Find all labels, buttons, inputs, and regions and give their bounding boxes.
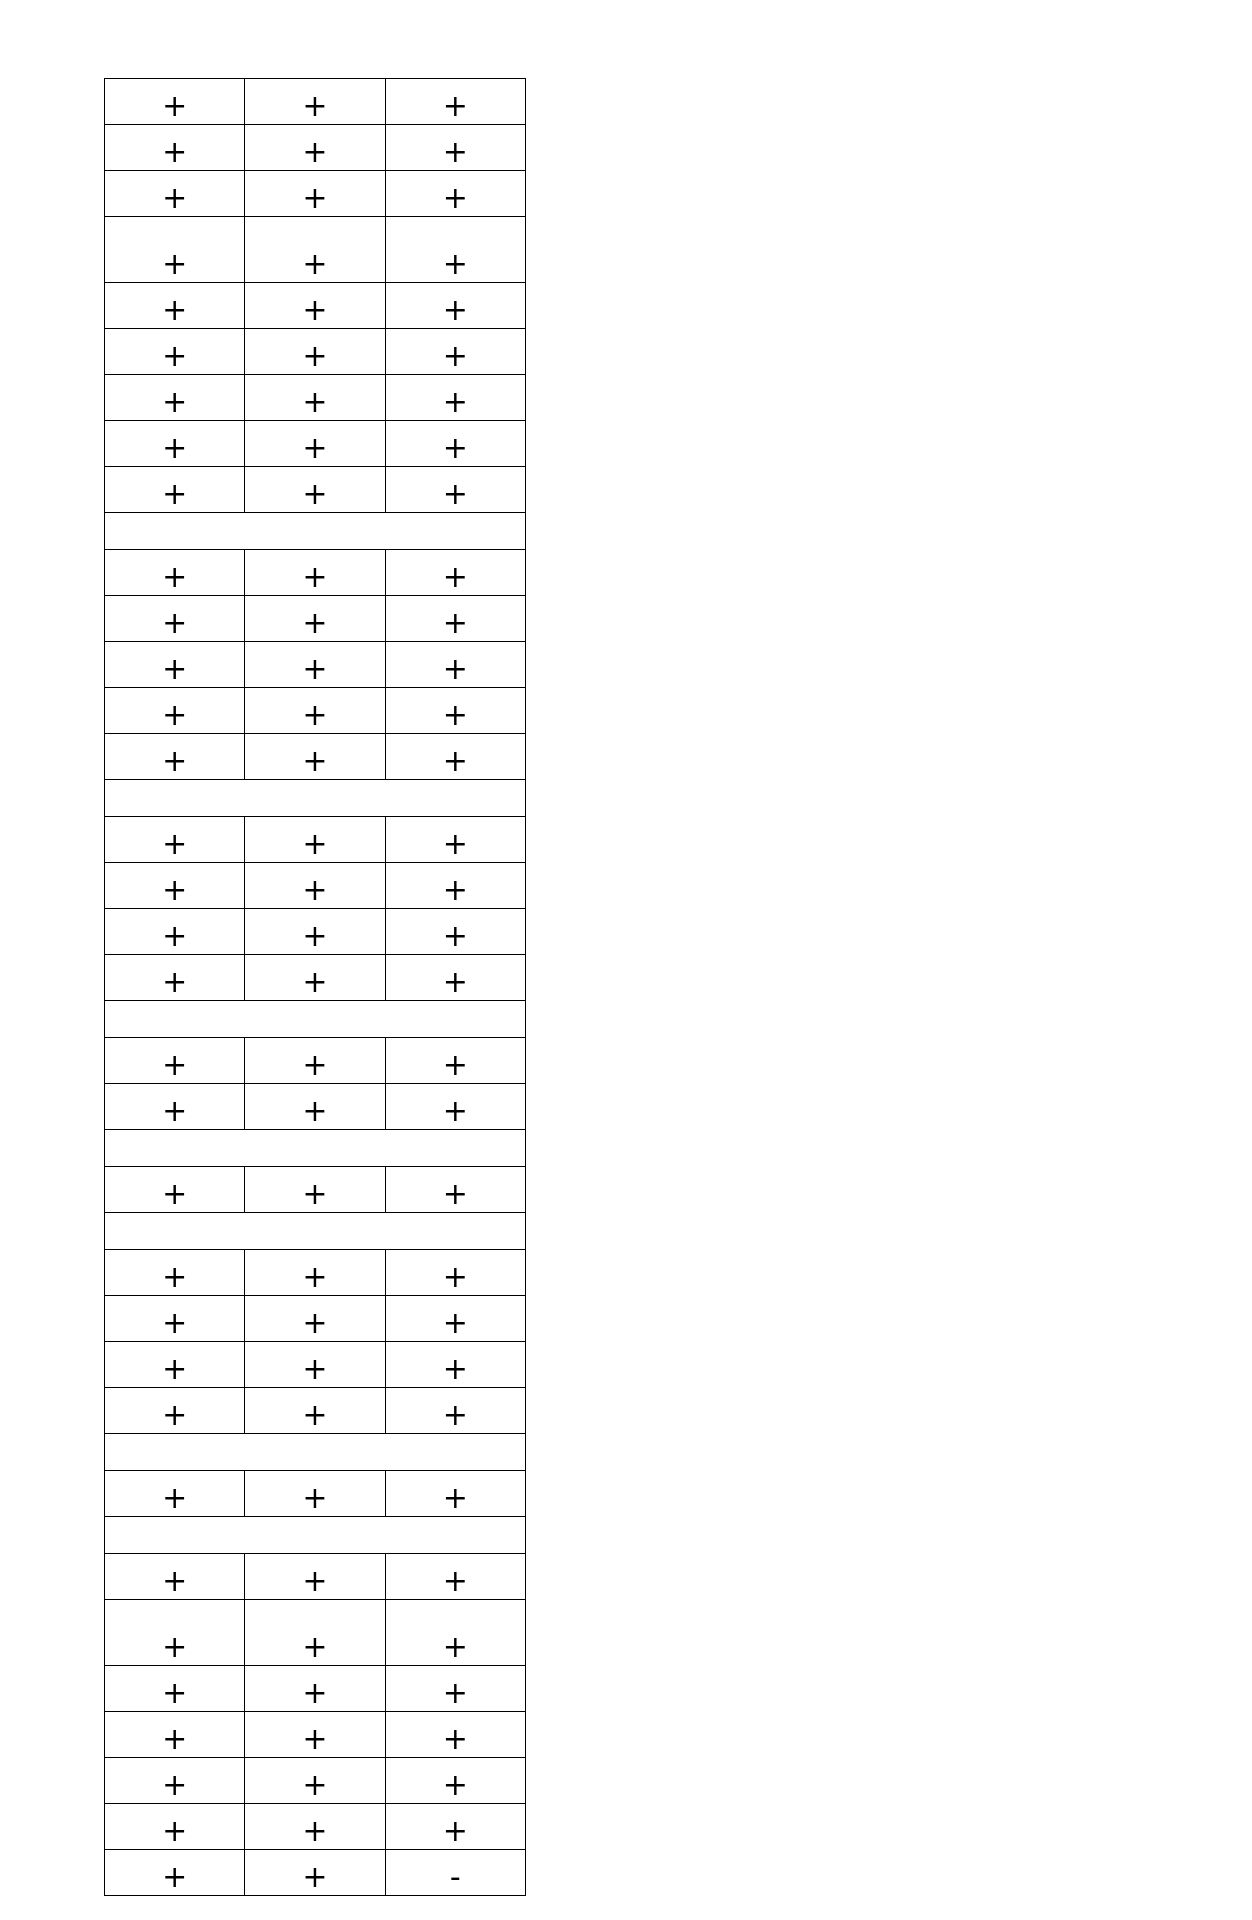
table-cell: +	[385, 125, 525, 171]
table-cell: +	[245, 1471, 385, 1517]
table-row	[105, 817, 526, 863]
table-cell: +	[245, 642, 385, 688]
table-cell: +	[385, 688, 525, 734]
table-cell: +	[105, 79, 245, 125]
table-row	[105, 1167, 526, 1213]
table-cell: +	[105, 1388, 245, 1434]
table-row	[105, 1712, 526, 1758]
table-cell: +	[105, 1666, 245, 1712]
table-cell: +	[245, 79, 385, 125]
table-cell: +	[385, 1342, 525, 1388]
table-cell: +	[385, 1600, 525, 1666]
table-cell: +	[105, 955, 245, 1001]
table-cell: +	[385, 1471, 525, 1517]
table-cell: +	[245, 125, 385, 171]
table-cell: +	[105, 550, 245, 596]
table-cell: +	[105, 171, 245, 217]
table-cell: +	[385, 1084, 525, 1130]
table-cell: +	[245, 329, 385, 375]
separator-row	[105, 1130, 526, 1167]
separator-row	[105, 1213, 526, 1250]
table-cell: +	[105, 1758, 245, 1804]
table-cell: +	[245, 1296, 385, 1342]
table-cell: +	[385, 863, 525, 909]
separator-cell	[105, 1517, 526, 1554]
table-cell: +	[105, 467, 245, 513]
separator-row	[105, 1517, 526, 1554]
table-cell: +	[105, 421, 245, 467]
table-row	[105, 125, 526, 171]
table-row	[105, 1554, 526, 1600]
table-cell: +	[385, 375, 525, 421]
table-row	[105, 955, 526, 1001]
separator-cell	[105, 1213, 526, 1250]
table-cell: +	[105, 1471, 245, 1517]
table-cell: +	[245, 1712, 385, 1758]
table-cell: +	[105, 863, 245, 909]
table-row	[105, 1038, 526, 1084]
table-cell: +	[105, 596, 245, 642]
table-row	[105, 1084, 526, 1130]
table-cell: +	[245, 467, 385, 513]
table-cell: +	[245, 1342, 385, 1388]
table-cell: +	[385, 955, 525, 1001]
table-cell: +	[245, 1758, 385, 1804]
table-row	[105, 421, 526, 467]
table-cell: +	[385, 1804, 525, 1850]
separator-row	[105, 513, 526, 550]
table-cell: +	[245, 688, 385, 734]
table-cell: +	[385, 596, 525, 642]
table-cell: +	[385, 1666, 525, 1712]
separator-row	[105, 780, 526, 817]
table-cell: +	[385, 421, 525, 467]
table-row	[105, 596, 526, 642]
table-cell: +	[105, 283, 245, 329]
separator-cell	[105, 1434, 526, 1471]
table-cell: +	[385, 1250, 525, 1296]
table-cell: +	[245, 1084, 385, 1130]
table-cell: +	[245, 1167, 385, 1213]
separator-cell	[105, 1001, 526, 1038]
table-cell: +	[385, 171, 525, 217]
separator-cell	[105, 780, 526, 817]
table-cell: +	[245, 1388, 385, 1434]
table-cell: +	[245, 1666, 385, 1712]
table-cell: +	[385, 1758, 525, 1804]
table-row	[105, 642, 526, 688]
table-cell: +	[105, 1712, 245, 1758]
table-cell: +	[385, 1712, 525, 1758]
table-row	[105, 1758, 526, 1804]
table-cell: +	[245, 817, 385, 863]
separator-cell	[105, 1130, 526, 1167]
table-row	[105, 171, 526, 217]
table-cell: +	[385, 1388, 525, 1434]
table-cell: +	[245, 1804, 385, 1850]
table-cell: +	[385, 1038, 525, 1084]
table-cell: +	[245, 1600, 385, 1666]
table-cell: +	[245, 283, 385, 329]
table-row	[105, 217, 526, 283]
table-cell: +	[385, 217, 525, 283]
table-row	[105, 1342, 526, 1388]
table-cell: +	[105, 375, 245, 421]
table-cell: +	[385, 467, 525, 513]
table-cell: -	[385, 1850, 525, 1896]
table-row	[105, 1388, 526, 1434]
table-cell: +	[105, 688, 245, 734]
table-cell: +	[105, 1167, 245, 1213]
table-cell: +	[105, 642, 245, 688]
table-cell: +	[105, 1038, 245, 1084]
table-row	[105, 1850, 526, 1896]
table-row	[105, 1296, 526, 1342]
table-cell: +	[245, 550, 385, 596]
table-cell: +	[245, 1038, 385, 1084]
table-row	[105, 1471, 526, 1517]
table-cell: +	[385, 1296, 525, 1342]
table-cell: +	[385, 329, 525, 375]
table-cell: +	[385, 1167, 525, 1213]
table-cell: +	[245, 1250, 385, 1296]
table-cell: +	[385, 642, 525, 688]
table-row	[105, 550, 526, 596]
table-cell: +	[105, 1296, 245, 1342]
separator-row	[105, 1434, 526, 1471]
table-row	[105, 1600, 526, 1666]
table-cell: +	[245, 421, 385, 467]
table-cell: +	[105, 217, 245, 283]
table-cell: +	[105, 1250, 245, 1296]
table-cell: +	[245, 1850, 385, 1896]
table-row	[105, 688, 526, 734]
table-cell: +	[245, 217, 385, 283]
table-cell: +	[245, 734, 385, 780]
table-cell: +	[385, 909, 525, 955]
table-cell: +	[105, 329, 245, 375]
table-cell: +	[245, 955, 385, 1001]
table-cell: +	[385, 79, 525, 125]
table-cell: +	[385, 1554, 525, 1600]
results-table-body	[105, 79, 526, 1896]
table-cell: +	[105, 1850, 245, 1896]
table-cell: +	[105, 817, 245, 863]
table-cell: +	[245, 863, 385, 909]
table-cell: +	[105, 1600, 245, 1666]
table-row	[105, 375, 526, 421]
table-row	[105, 283, 526, 329]
table-row	[105, 1250, 526, 1296]
separator-row	[105, 1001, 526, 1038]
table-row	[105, 467, 526, 513]
table-cell: +	[245, 1554, 385, 1600]
table-cell: +	[105, 1804, 245, 1850]
results-table	[104, 78, 526, 1896]
table-cell: +	[105, 1554, 245, 1600]
table-cell: +	[245, 375, 385, 421]
table-cell: +	[385, 283, 525, 329]
table-row	[105, 909, 526, 955]
table-row	[105, 1804, 526, 1850]
table-cell: +	[105, 1342, 245, 1388]
table-row	[105, 1666, 526, 1712]
table-cell: +	[245, 171, 385, 217]
table-cell: +	[385, 550, 525, 596]
table-cell: +	[385, 734, 525, 780]
table-cell: +	[105, 734, 245, 780]
table-cell: +	[245, 596, 385, 642]
table-row	[105, 863, 526, 909]
table-cell: +	[105, 1084, 245, 1130]
table-row	[105, 329, 526, 375]
table-cell: +	[105, 909, 245, 955]
table-row	[105, 734, 526, 780]
table-cell: +	[245, 909, 385, 955]
table-cell: +	[105, 125, 245, 171]
separator-cell	[105, 513, 526, 550]
table-row	[105, 79, 526, 125]
table-cell: +	[385, 817, 525, 863]
